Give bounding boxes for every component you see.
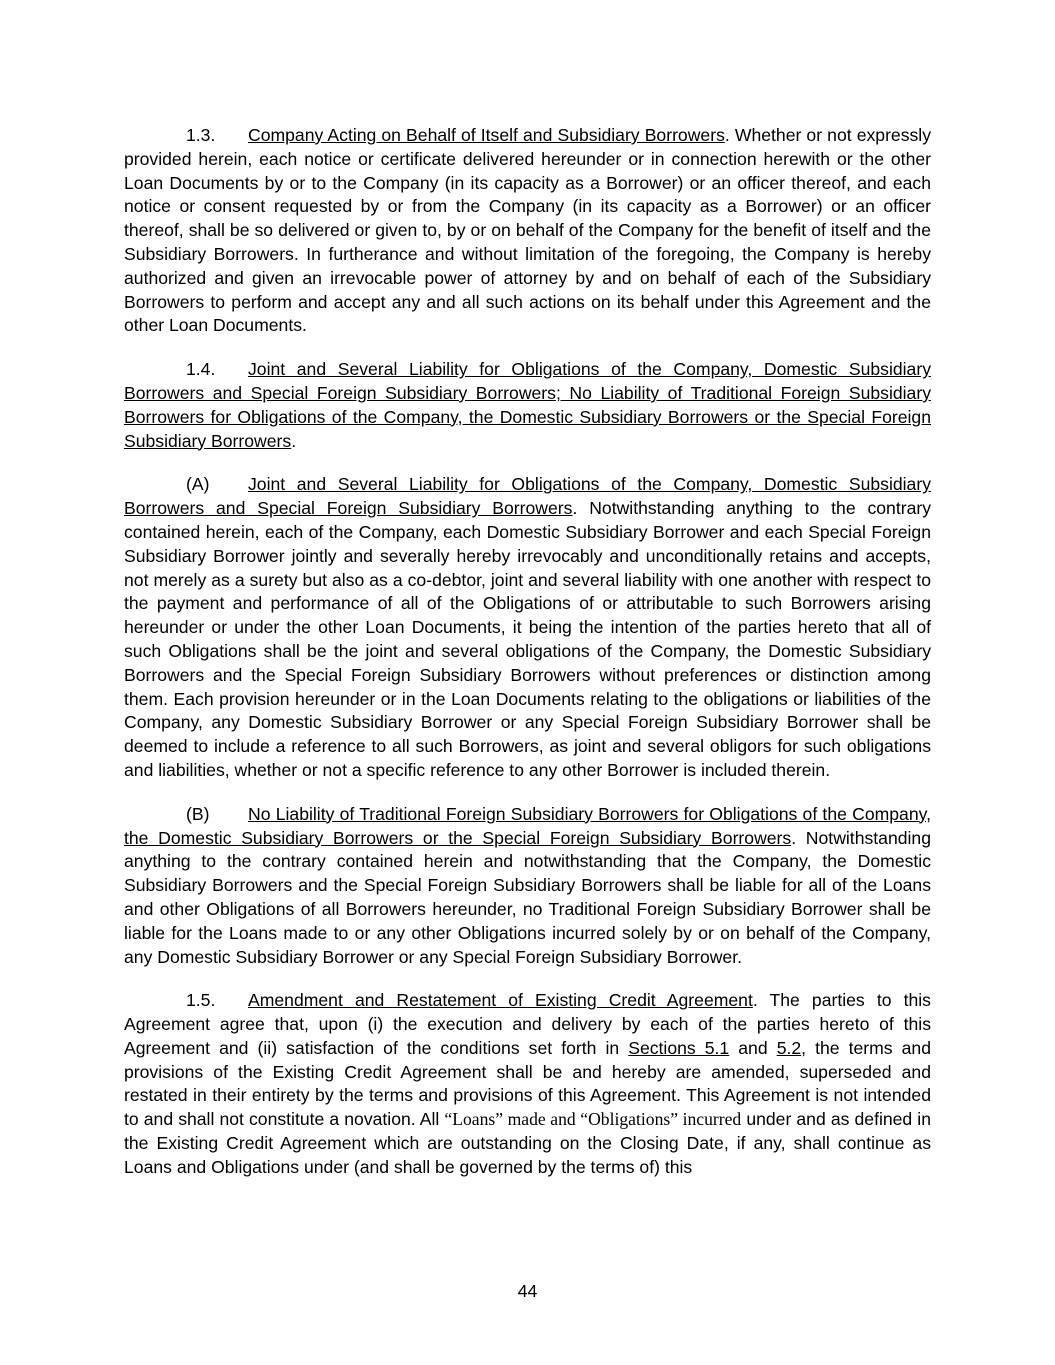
section-heading: Company Acting on Behalf of Itself and Subsidiary Borrowers [248,125,725,145]
subsection-heading: No Liability of Traditional Foreign Subsidiary Borrowers for Obligations of the Company, the Domestic Subsidiary Borrowers or the Special Foreign Subsidiary Borrowers [124,803,931,848]
section-reference-5-1: Sections 5.1 [628,1037,730,1058]
section-number: 1.4. [186,359,216,380]
section-1-4-a [124,473,931,782]
section-1-3 [124,124,931,338]
section-body-continued: , the terms and provisions of the Existing Credit Agreement shall be and hereby are amended, superseded and restated in their entirety by the terms and provisions of this Agreement. This Agreement is not intended to and shall not constitute a novation. [124,1037,931,1130]
subsection-body: . Notwithstanding anything to the contrary contained herein and notwithstanding that the Company, the Domestic Subsidiary Borrowers and the Special Foreign Subsidiary Borrowers shall be liable for all of the Loans and other Obligations of all Borrowers hereunder, no Traditional Foreign Subsidiary Borrower shall be liable for the Loans made to or any other Obligations incurred solely by or on behalf of the Company, any Domestic Subsidiary Borrower or any Special Foreign Subsidiary Borrower. [124,827,931,967]
section-1-4 [124,358,931,453]
section-body: . Whether or not expressly provided herein, each notice or certificate delivered hereunder or in connection herewith or the other Loan Documents by or to the Company (in its capacity as a Borrower) or an officer thereof, and each notice or consent requested by or from the Company (in its capacity as a Borrower) or an officer thereof, shall be so delivered or given to, by or on behalf of the Company for the benefit of itself and the Subsidiary Borrowers. In furtherance and without limitation of the foregoing, the Company is hereby authorized and given an irrevocable power of attorney by and on behalf of each of the Subsidiary Borrowers to perform and accept any and all such actions on its behalf under this Agreement and the other Loan Documents. [124,125,932,336]
section-reference-5-2: 5.2 [776,1037,802,1058]
section-body: . The parties to this Agreement agree that, upon (i) the execution and delivery by each of the parties hereto of this Agreement and (ii) satisfaction of the conditions set forth in [124,990,931,1058]
subsection-number: (B) [186,803,210,824]
section-1-5 [124,989,931,1179]
section-heading: Joint and Several Liability for Obligations of the Company, Domestic Subsidiary Borrowers and Special Foreign Subsidiary Borrowers; No Liability of Traditional Foreign Subsidiary Borrowers for Obligations of the Company, the Domestic Subsidiary Borrowers or the Special Foreign Subsidiary Borrowers [124,359,931,451]
page-number: 44 [517,1281,538,1301]
section-body-and: and [729,1037,777,1058]
section-body-end: under and as defined in the Existing Credit Agreement which are outstanding on the Closing Date, if any, shall continue as Loans and Obligations under (and shall be governed by the terms of) this [124,1109,931,1177]
document-page [124,124,931,1200]
section-body-all: All [419,1109,445,1130]
subsection-heading: Joint and Several Liability for Obligations of the Company, Domestic Subsidiary Borrowers and Special Foreign Subsidiary Borrowers [124,474,931,519]
section-1-4-b [124,803,931,970]
section-number: 1.3. [186,125,216,145]
subsection-number: (A) [186,474,210,495]
section-body: . [291,430,297,451]
section-body-serif: “Loans” made and “Obligations” incurred [444,1109,742,1130]
subsection-body: . Notwithstanding anything to the contrary contained herein, each of the Company, each Domestic Subsidiary Borrower and each Special Foreign Subsidiary Borrower jointly and severally hereby irrevocably and unconditionally retains and accepts, not merely as a surety but also as a co-debtor, joint and several liability with one another with respect to the payment and performance of all of the Obligations of or attributable to such Borrowers arising hereunder or under the other Loan Documents, it being the intention of the parties hereto that all of such Obligations shall be the joint and several obligations of the Company, the Domestic Subsidiary Borrowers and the Special Foreign Subsidiary Borrowers without preferences or distinction among them. Each provision hereunder or in the Loan Documents relating to the obligations or liabilities of the Company, any Domestic Subsidiary Borrower or any Special Foreign Subsidiary Borrower shall be deemed to include a reference to all such Borrowers, as joint and several obligors for such obligations and liabilities, whether or not a specific reference to any other Borrower is included therein. [124,498,932,780]
section-heading: Amendment and Restatement of Existing Credit Agreement [248,990,753,1011]
section-number: 1.5. [186,990,216,1011]
